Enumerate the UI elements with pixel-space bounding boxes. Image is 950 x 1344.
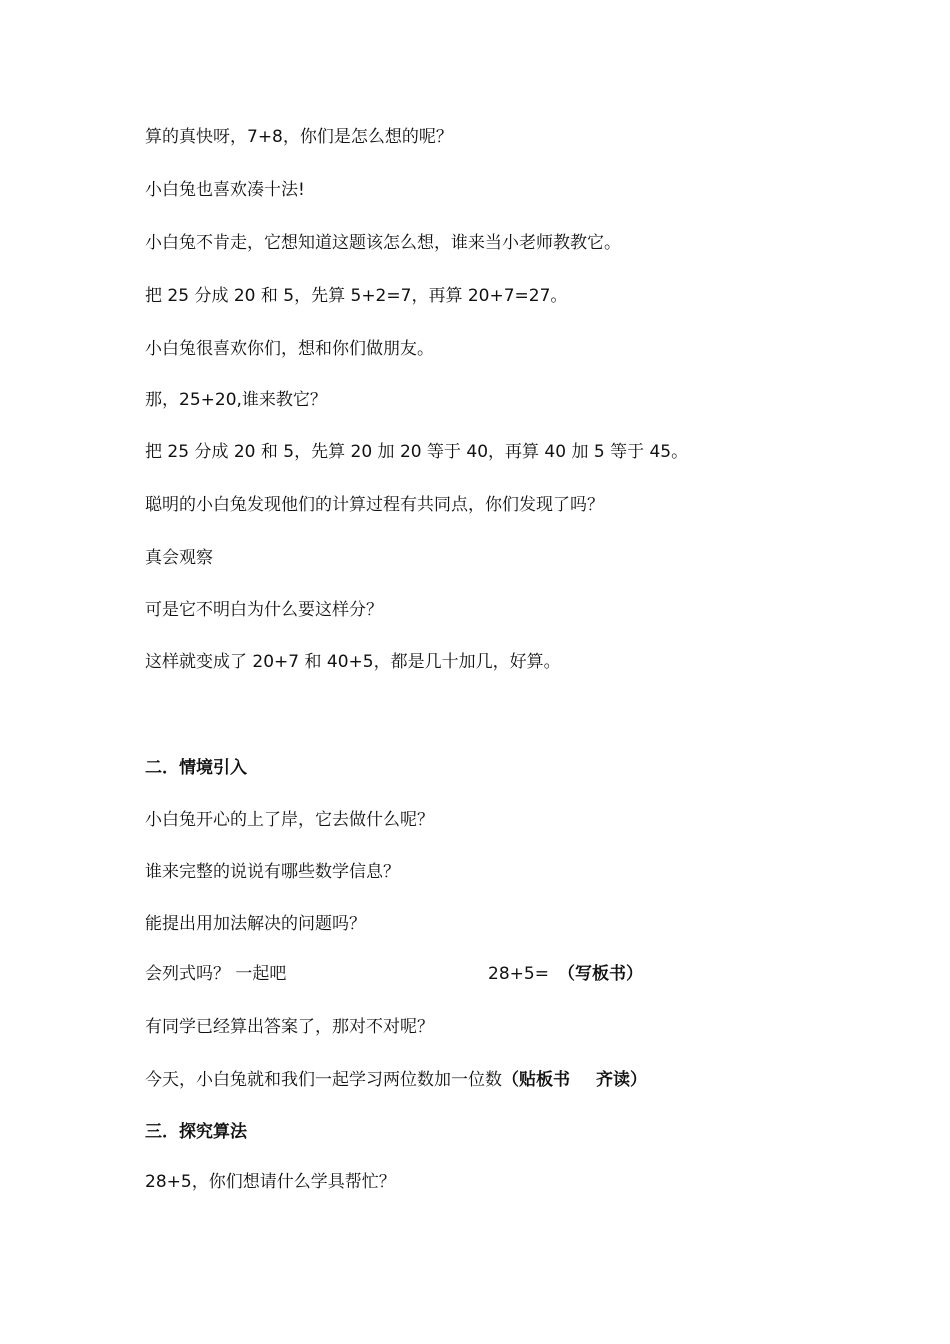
paragraph: 那，25+20,谁来教它？ xyxy=(145,390,327,410)
formula-line-left: 会列式吗？ 一起吧 xyxy=(145,964,287,984)
paragraph: 真会观察 xyxy=(145,548,213,568)
paragraph: 小白兔很喜欢你们，想和你们做朋友。 xyxy=(145,339,434,359)
paragraph: 有同学已经算出答案了，那对不对呢？ xyxy=(145,1017,434,1037)
paragraph: 算的真快呀，7+8，你们是怎么想的呢？ xyxy=(145,127,453,147)
board-note-1: （贴板书 xyxy=(502,1070,570,1090)
today-line-text: 今天，小白兔就和我们一起学习两位数加一位数 xyxy=(145,1070,502,1090)
paragraph: 小白兔不肯走，它想知道这题该怎么想，谁来当小老师教教它。 xyxy=(145,233,621,253)
paragraph: 把 25 分成 20 和 5，先算 20 加 20 等于 40，再算 40 加 5 等于 45。 xyxy=(145,442,689,462)
paragraph: 谁来完整的说说有哪些数学信息？ xyxy=(145,862,400,882)
formula: 28+5= xyxy=(488,964,549,984)
section-heading: 二．情境引入 xyxy=(145,758,247,778)
paragraph: 把 25 分成 20 和 5，先算 5+2=7，再算 20+7=27。 xyxy=(145,286,568,306)
paragraph: 能提出用加法解决的问题吗？ xyxy=(145,914,366,934)
board-note: （写板书） xyxy=(558,964,643,984)
board-note-2: 齐读） xyxy=(596,1070,647,1090)
paragraph: 这样就变成了 20+7 和 40+5，都是几十加几，好算。 xyxy=(145,652,561,672)
paragraph: 28+5，你们想请什么学具帮忙？ xyxy=(145,1172,396,1192)
today-line xyxy=(145,1068,647,1092)
paragraph: 聪明的小白兔发现他们的计算过程有共同点，你们发现了吗？ xyxy=(145,495,604,515)
paragraph: 可是它不明白为什么要这样分？ xyxy=(145,600,383,620)
paragraph: 小白兔也喜欢凑十法! xyxy=(145,180,305,200)
paragraph: 小白兔开心的上了岸，它去做什么呢？ xyxy=(145,810,434,830)
section-heading: 三．探究算法 xyxy=(145,1122,247,1142)
